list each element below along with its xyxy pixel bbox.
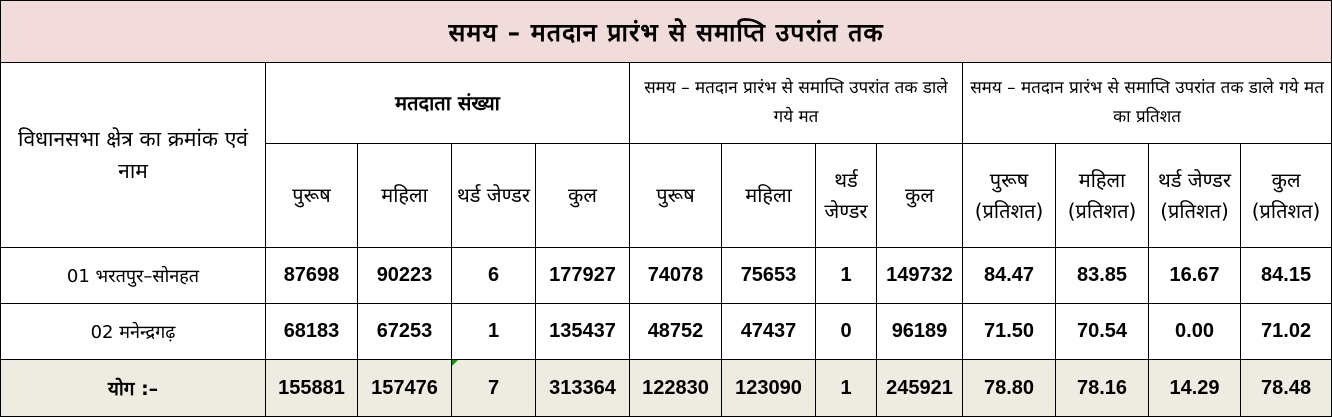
- constituency-name: 02 मनेन्द्रगढ़: [1, 304, 266, 360]
- cell-value: 90223: [358, 248, 452, 304]
- voters-group-header: मतदाता संख्या: [266, 63, 630, 144]
- total-value: 78.16: [1056, 360, 1149, 417]
- cell-value: 135437: [536, 304, 630, 360]
- cell-value: 84.15: [1241, 248, 1332, 304]
- total-value: 313364: [536, 360, 630, 417]
- cell-value: 0.00: [1149, 304, 1241, 360]
- cell-value: 16.67: [1149, 248, 1241, 304]
- percent-female-header: महिला (प्रतिशत): [1056, 144, 1149, 248]
- cell-value: 67253: [358, 304, 452, 360]
- total-value: 155881: [266, 360, 358, 417]
- total-label: योग :–: [1, 360, 266, 417]
- row-label-header: विधानसभा क्षेत्र का क्रमांक एवं नाम: [1, 63, 266, 248]
- cell-value: 1: [452, 304, 536, 360]
- cell-value: 177927: [536, 248, 630, 304]
- cell-value: 83.85: [1056, 248, 1149, 304]
- cell-value: 87698: [266, 248, 358, 304]
- cell-value: 48752: [630, 304, 722, 360]
- total-value: 157476: [358, 360, 452, 417]
- total-value: 245921: [877, 360, 963, 417]
- cell-value: 68183: [266, 304, 358, 360]
- votes-total-header: कुल: [877, 144, 963, 248]
- voters-male-header: पुरूष: [266, 144, 358, 248]
- percent-third-gender-header: थर्ड जेण्डर (प्रतिशत): [1149, 144, 1241, 248]
- total-value: 78.80: [963, 360, 1056, 417]
- percent-group-header: समय – मतदान प्रारंभ से समाप्ति उपरांत तक डाले गये मत का प्रतिशत: [963, 63, 1332, 144]
- cell-value: 149732: [877, 248, 963, 304]
- total-value: 14.29: [1149, 360, 1241, 417]
- cell-value: 71.02: [1241, 304, 1332, 360]
- votes-female-header: महिला: [722, 144, 816, 248]
- voters-female-header: महिला: [358, 144, 452, 248]
- votes-cast-group-header: समय – मतदान प्रारंभ से समाप्ति उपरांत तक डाले गये मत: [630, 63, 963, 144]
- cell-value: 75653: [722, 248, 816, 304]
- cell-value: 96189: [877, 304, 963, 360]
- total-value: 7: [452, 360, 536, 417]
- cell-value: 1: [816, 248, 877, 304]
- table-title: समय – मतदान प्रारंभ से समाप्ति उपरांत तक: [1, 1, 1332, 63]
- cell-value: 70.54: [1056, 304, 1149, 360]
- cell-value: 47437: [722, 304, 816, 360]
- table-row: [1, 248, 1332, 304]
- voters-total-header: कुल: [536, 144, 630, 248]
- table-row: [1, 304, 1332, 360]
- votes-male-header: पुरूष: [630, 144, 722, 248]
- cell-value: 84.47: [963, 248, 1056, 304]
- cell-value: 0: [816, 304, 877, 360]
- percent-male-header: पुरूष (प्रतिशत): [963, 144, 1056, 248]
- total-value: 122830: [630, 360, 722, 417]
- total-value: 1: [816, 360, 877, 417]
- votes-third-gender-header: थर्ड जेण्डर: [816, 144, 877, 248]
- cell-value: 74078: [630, 248, 722, 304]
- total-value: 123090: [722, 360, 816, 417]
- total-value: 78.48: [1241, 360, 1332, 417]
- constituency-name: 01 भरतपुर–सोनहत: [1, 248, 266, 304]
- cell-value: 6: [452, 248, 536, 304]
- cell-value: 71.50: [963, 304, 1056, 360]
- total-row: [1, 360, 1332, 417]
- percent-total-header: कुल (प्रतिशत): [1241, 144, 1332, 248]
- voters-third-gender-header: थर्ड जेण्डर: [452, 144, 536, 248]
